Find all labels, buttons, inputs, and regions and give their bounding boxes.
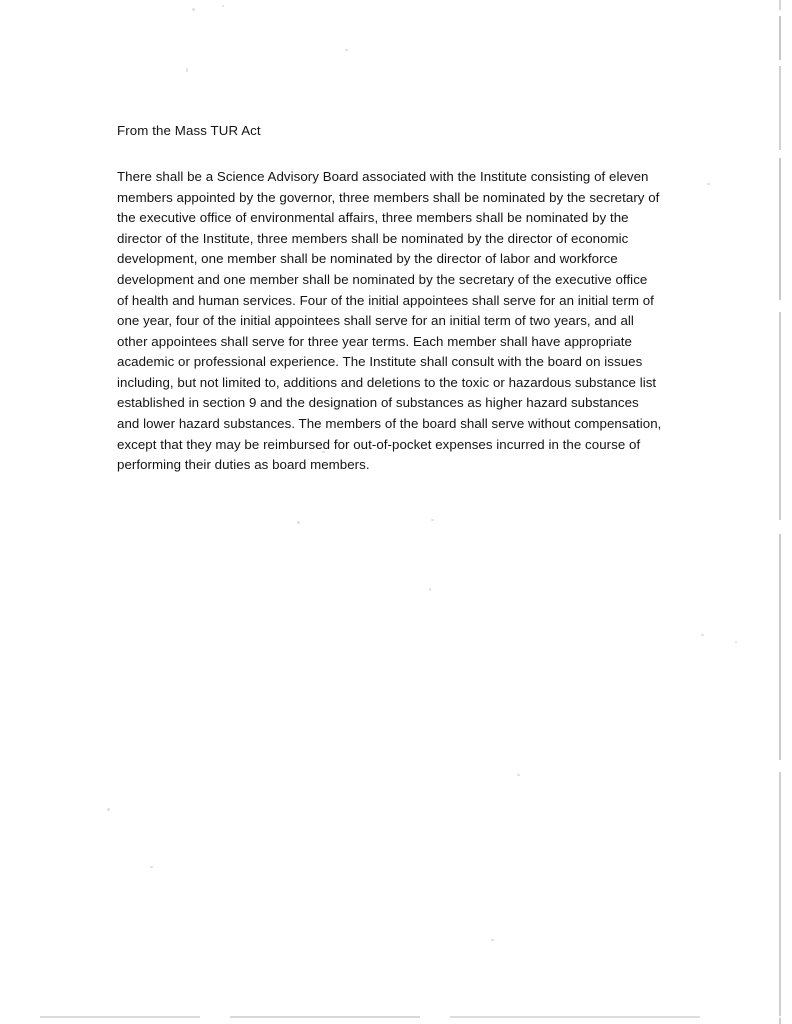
scan-artifact xyxy=(222,5,224,7)
document-text-block xyxy=(117,122,662,476)
scan-artifact xyxy=(429,588,431,591)
scan-artifact xyxy=(345,49,348,51)
scan-artifact xyxy=(707,183,710,185)
scan-edge-right xyxy=(779,0,781,1024)
document-paragraph: There shall be a Science Advisory Board associated with the Institute consisting of eleven members appointed by the governor, three members shall be nominated by the secretary of the executive office of environmental affairs, three members shall be nominated by the director of the Institute, three members shall be nominated by the director of economic development, one member shall be nominated by the director of labor and workforce development and one member shall be nominated by the secretary of the executive office of health and human services. Four of the initial appointees shall serve for an initial term of one year, four of the initial appointees shall serve for an initial term of two years, and all other appointees shall serve for three year terms. Each member shall have appropriate academic or professional experience. The Institute shall consult with the board on issues including, but not limited to, additions and deletions to the toxic or hazardous substance list established in section 9 and the designation of substances as higher hazard substances and lower hazard substances. The members of the board shall serve without compensation, except that they may be reimbursed for out-of-pocket expenses incurred in the course of performing their duties as board members. xyxy=(117,168,662,473)
scan-edge-bottom xyxy=(0,1016,792,1018)
scan-artifact xyxy=(186,68,188,72)
scan-artifact xyxy=(431,519,434,521)
scan-artifact xyxy=(107,808,110,811)
scan-artifact xyxy=(517,774,520,776)
scan-artifact xyxy=(735,641,737,643)
scan-artifact xyxy=(701,634,704,636)
scan-artifact xyxy=(297,521,300,524)
scan-artifact xyxy=(192,8,195,11)
document-heading: From the Mass TUR Act xyxy=(117,123,261,138)
scan-artifact xyxy=(491,939,494,941)
scan-artifact xyxy=(150,866,153,868)
